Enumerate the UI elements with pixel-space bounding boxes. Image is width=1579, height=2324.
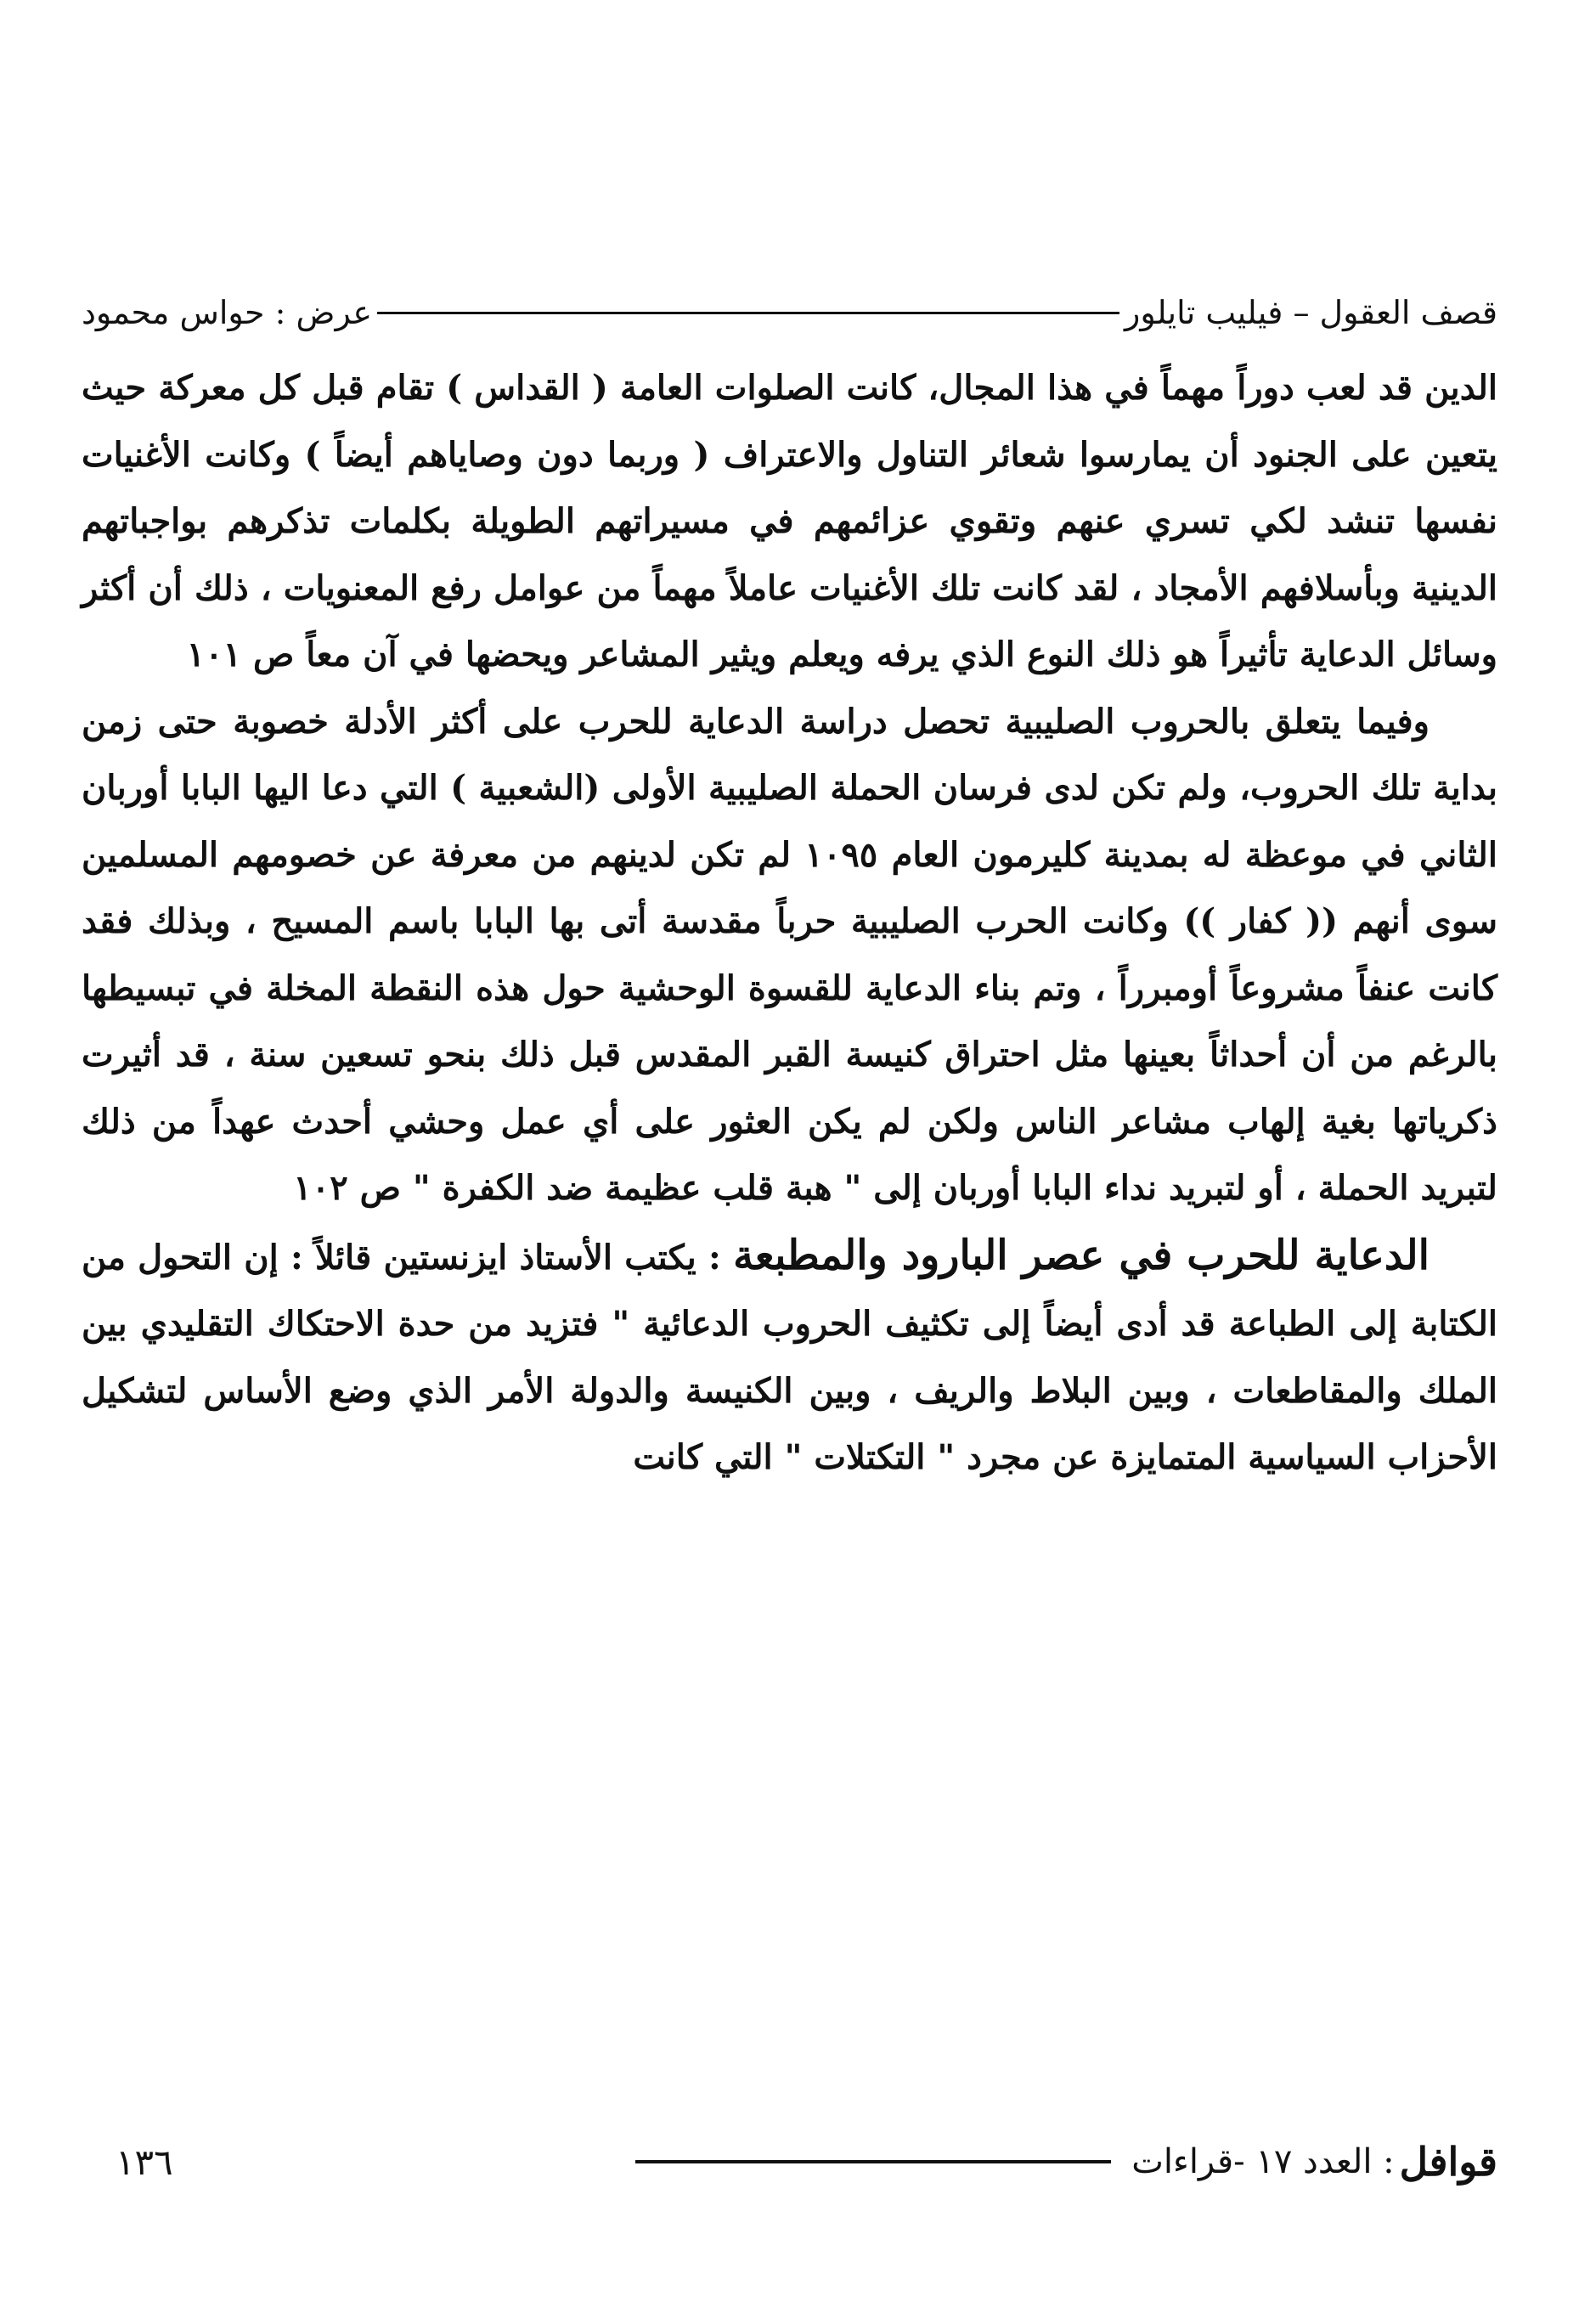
running-footer — [82, 2128, 1497, 2196]
paragraph-1 — [82, 355, 1497, 689]
paragraph-3-text: : يكتب الأستاذ ايزنستين قائلاً : إن التحول من الكتابة إلى الطباعة قد أدى أيضاً إلى تكثيف الحروب الدعائية " فتزيد من حدة الاحتكاك التقليدي بين الملك والمقاطعات ، وبين البلاط والريف ، وبين الكنيسة والدولة الأمر الذي وضع الأساس لتشكيل الأحزاب السياسية المتمايزة عن مجرد " التكتلات " التي كانت — [82, 1237, 1497, 1477]
body-text — [82, 355, 1497, 1492]
paragraph-2 — [82, 689, 1497, 1222]
section-heading: الدعاية للحرب في عصر البارود والمطبعة — [733, 1231, 1430, 1279]
paragraph-2-text: وفيما يتعلق بالحروب الصليبية تحصل دراسة الدعاية للحرب على أكثر الأدلة خصوبة حتى زمن بداية تلك الحروب، ولم تكن لدى فرسان الحملة الصليبية الأولى (الشعبية ) التي دعا اليها البابا أوربان الثاني في موعظة له بمدينة كليرمون العام ١٠٩٥ لم تكن لدينهم من معرفة عن خصومهم المسلمين سوى أنهم (( كفار )) وكانت الحرب الصليبية حرباً مقدسة أتى بها البابا باسم المسيح ، وبذلك فقد كانت عنفاً مشروعاً أومبرراً ، وتم بناء الدعاية للقسوة الوحشية حول هذه النقطة المخلة في تبسيطها بالرغم من أن أحداثاً بعينها مثل احتراق كنيسة القبر المقدس قبل ذلك بنحو تسعين سنة ، قد أثيرت ذكرياتها بغية إلهاب مشاعر الناس ولكن لم يكن العثور على أي عمل وحشي أحدث عهداً من ذلك لتبريد الحملة ، أو لتبريد نداء البابا أوربان إلى " هبة قلب عظيمة ضد الكفرة " ص ١٠٢ — [82, 701, 1498, 1208]
paragraph-1-text: الدين قد لعب دوراً مهماً في هذا المجال، كانت الصلوات العامة ( القداس ) تقام قبل كل معركة حيث يتعين على الجنود أن يمارسوا شعائر التناول والاعتراف ( وربما دون وصاياهم أيضاً ) وكانت الأغنيات نفسها تنشد لكي تسري عنهم وتقوي عزائمهم في مسيراتهم الطويلة بكلمات تذكرهم بواجباتهم الدينية وبأسلافهم الأمجاد ، لقد كانت تلك الأغنيات عاملاً مهماً من عوامل رفع المعنويات ، ذلك أن أكثر وسائل الدعاية تأثيراً هو ذلك النوع الذي يرفه ويعلم ويثير المشاعر ويحضها في آن معاً ص ١٠١ — [82, 368, 1497, 674]
header-rule — [377, 312, 1119, 314]
running-header — [82, 283, 1497, 342]
footer-rule — [635, 2160, 1111, 2163]
footer-issue: : العدد ١٧ -قراءات — [1131, 2142, 1395, 2181]
header-reviewer: عرض : حواس محمود — [82, 294, 373, 331]
page-number: ١٣٦ — [116, 2141, 173, 2183]
footer-brand: قوافل — [1399, 2139, 1497, 2185]
header-title-author: قصف العقول – فيليب تايلور — [1125, 294, 1497, 331]
paragraph-3 — [82, 1222, 1497, 1492]
